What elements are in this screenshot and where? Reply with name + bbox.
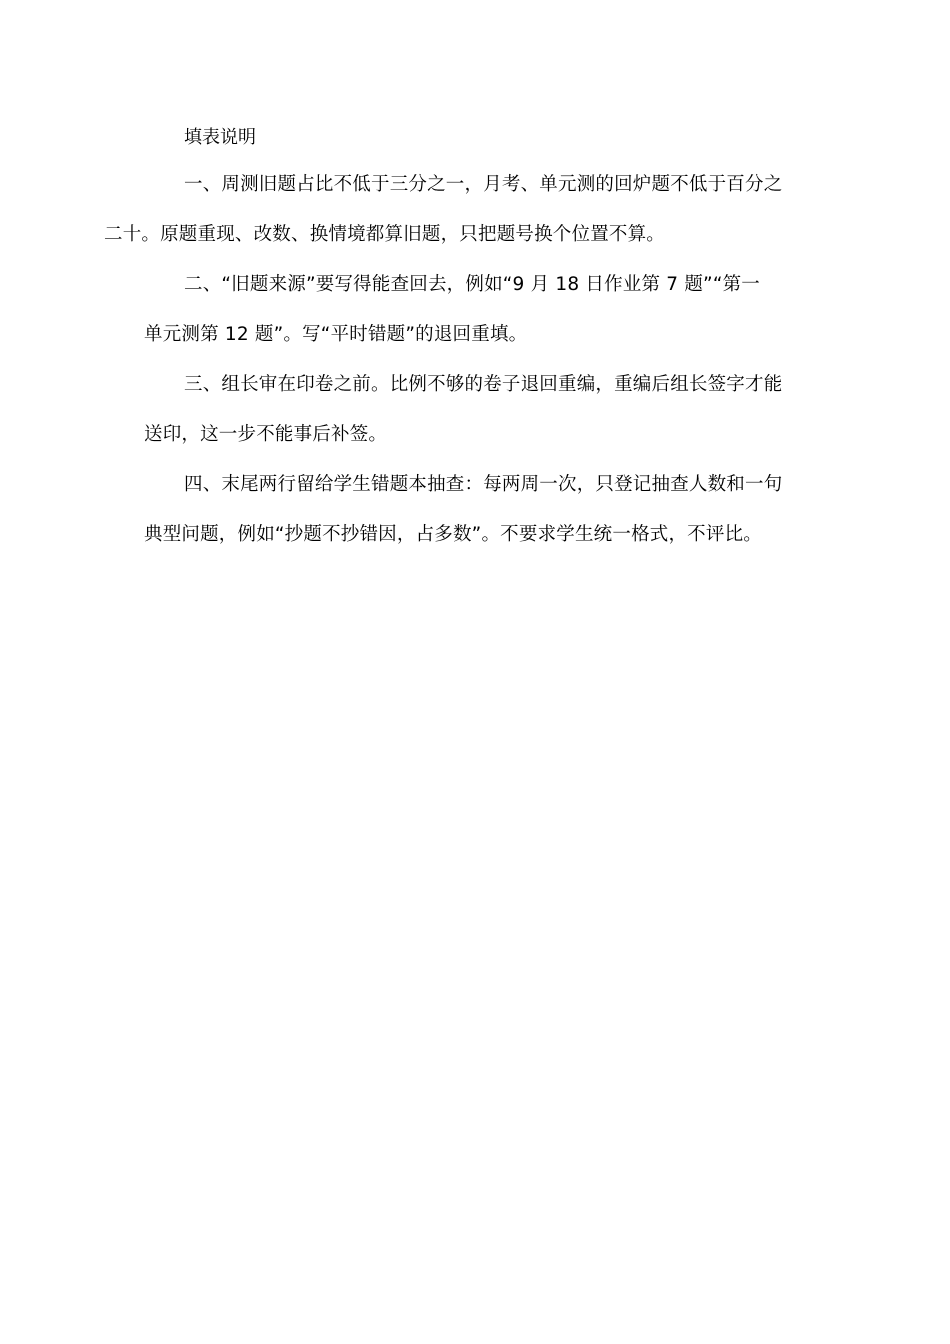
document-body [104,124,808,560]
paragraph-1-line-2: 二十。原题重现、改数、换情境都算旧题，只把题号换个位置不算。 [104,224,666,245]
paragraph-2-line-1: 二、“旧题来源”要写得能查回去，例如“9 月 18 日作业第 7 题”“第一 [184,274,761,295]
paragraph-3-line-1: 三、组长审在印卷之前。比例不够的卷子退回重编，重编后组长签字才能 [184,374,783,395]
paragraph-2-line-2: 单元测第 12 题”。写“平时错题”的退回重填。 [144,324,528,345]
paragraph-3-line-2: 送印，这一步不能事后补签。 [144,424,388,445]
paragraph-4-line-2: 典型问题，例如“抄题不抄错因，占多数”。不要求学生统一格式，不评比。 [144,524,762,545]
paragraph-1 [104,160,808,260]
paragraph-4-line-1: 四、末尾两行留给学生错题本抽查：每两周一次，只登记抽查人数和一句 [184,474,783,495]
document-title: 填表说明 [184,127,256,148]
paragraph-3 [144,360,808,460]
paragraph-4 [144,460,808,560]
paragraph-1-line-1: 一、周测旧题占比不低于三分之一，月考、单元测的回炉题不低于百分之 [184,174,783,195]
paragraph-2 [144,260,808,360]
